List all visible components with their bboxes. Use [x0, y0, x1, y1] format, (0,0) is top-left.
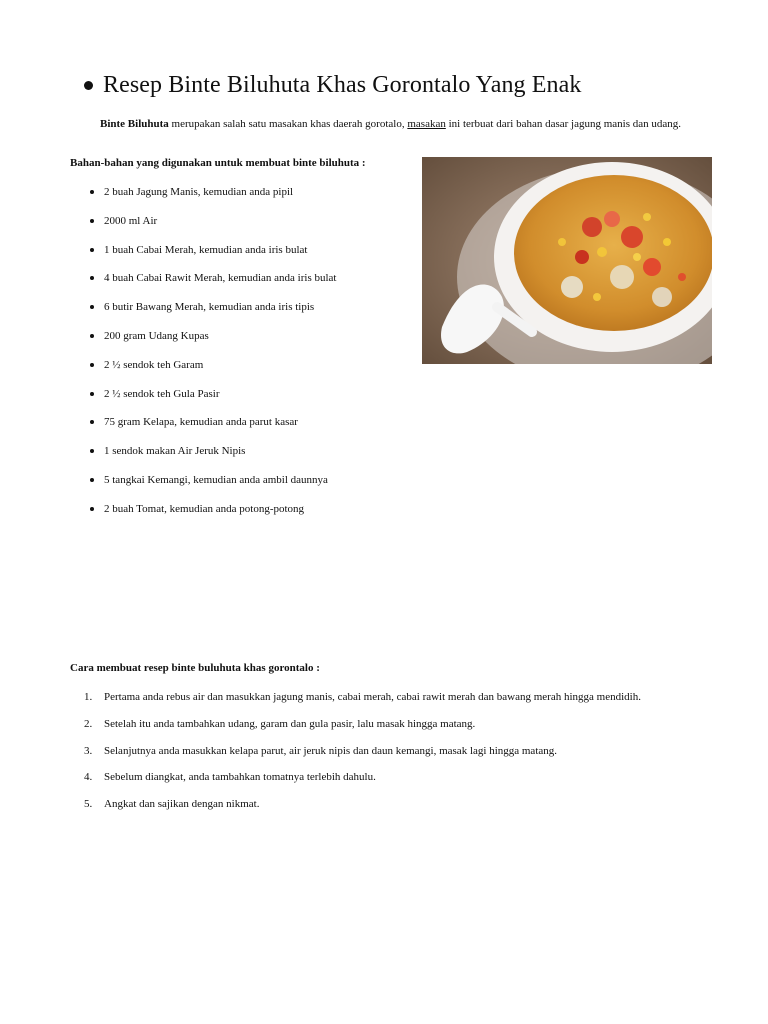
ingredients-heading: Bahan-bahan yang digunakan untuk membuat binte biluhuta : [70, 157, 366, 169]
step-item [70, 716, 641, 743]
steps-heading: Cara membuat resep binte buluhuta khas gorontalo : [70, 662, 320, 674]
ingredient-item: 2000 ml Air [70, 213, 336, 242]
title-block [84, 72, 581, 99]
intro-paragraph [70, 117, 710, 131]
ingredient-item: 75 gram Kelapa, kemudian anda parut kasar [70, 414, 336, 443]
step-text: Pertama anda rebus air dan masukkan jagung manis, cabai merah, cabai rawit merah dan bawang merah hingga mendidih. [104, 691, 641, 703]
ingredient-item: 4 buah Cabai Rawit Merah, kemudian anda iris bulat [70, 270, 336, 299]
ingredient-item: 2 ½ sendok teh Gula Pasir [70, 386, 336, 415]
step-text: Setelah itu anda tambahkan udang, garam dan gula pasir, lalu masak hingga matang. [104, 717, 476, 730]
step-item [70, 689, 641, 716]
ingredient-item: 1 sendok makan Air Jeruk Nipis [70, 443, 336, 472]
intro-dish-name: Binte Biluhuta [100, 118, 169, 130]
soup-photo [422, 157, 712, 364]
step-item [70, 743, 641, 770]
step-item [70, 769, 641, 796]
ingredient-item: 6 butir Bawang Merah, kemudian anda iris tipis [70, 299, 336, 328]
step-number: 1. [84, 691, 93, 703]
ingredient-item: 5 tangkai Kemangi, kemudian anda ambil daunnya [70, 472, 336, 501]
ingredient-item: 200 gram Udang Kupas [70, 328, 336, 357]
masakan-link[interactable]: masakan [407, 118, 446, 130]
step-text: Angkat dan sajikan dengan nikmat. [104, 798, 260, 811]
ingredient-item: 2 buah Jagung Manis, kemudian anda pipil [70, 184, 336, 213]
steps-list [70, 689, 641, 823]
step-text: Sebelum diangkat, anda tambahkan tomatnya terlebih dahulu. [104, 771, 376, 784]
soup-bowl-illustration [422, 157, 712, 364]
step-number: 3. [84, 744, 93, 757]
step-number: 4. [84, 771, 93, 784]
step-number: 5. [84, 798, 93, 811]
intro-text-2: ini terbuat dari bahan dasar jagung manis dan udang. [445, 118, 682, 130]
title-bullet [84, 81, 93, 90]
ingredient-item: 2 ½ sendok teh Garam [70, 357, 336, 386]
step-item [70, 796, 641, 823]
step-text: Selanjutnya anda masukkan kelapa parut, air jeruk nipis dan daun kemangi, masak lagi hingga matang. [104, 744, 558, 757]
step-number: 2. [84, 717, 93, 730]
intro-text-1: merupakan salah satu masakan khas daerah gorotalo, [168, 118, 408, 130]
ingredients-list [70, 184, 336, 530]
ingredient-item: 1 buah Cabai Merah, kemudian anda iris bulat [70, 242, 336, 271]
ingredient-item: 2 buah Tomat, kemudian anda potong-potong [70, 501, 336, 530]
page-title: Resep Binte Biluhuta Khas Gorontalo Yang Enak [103, 72, 582, 98]
